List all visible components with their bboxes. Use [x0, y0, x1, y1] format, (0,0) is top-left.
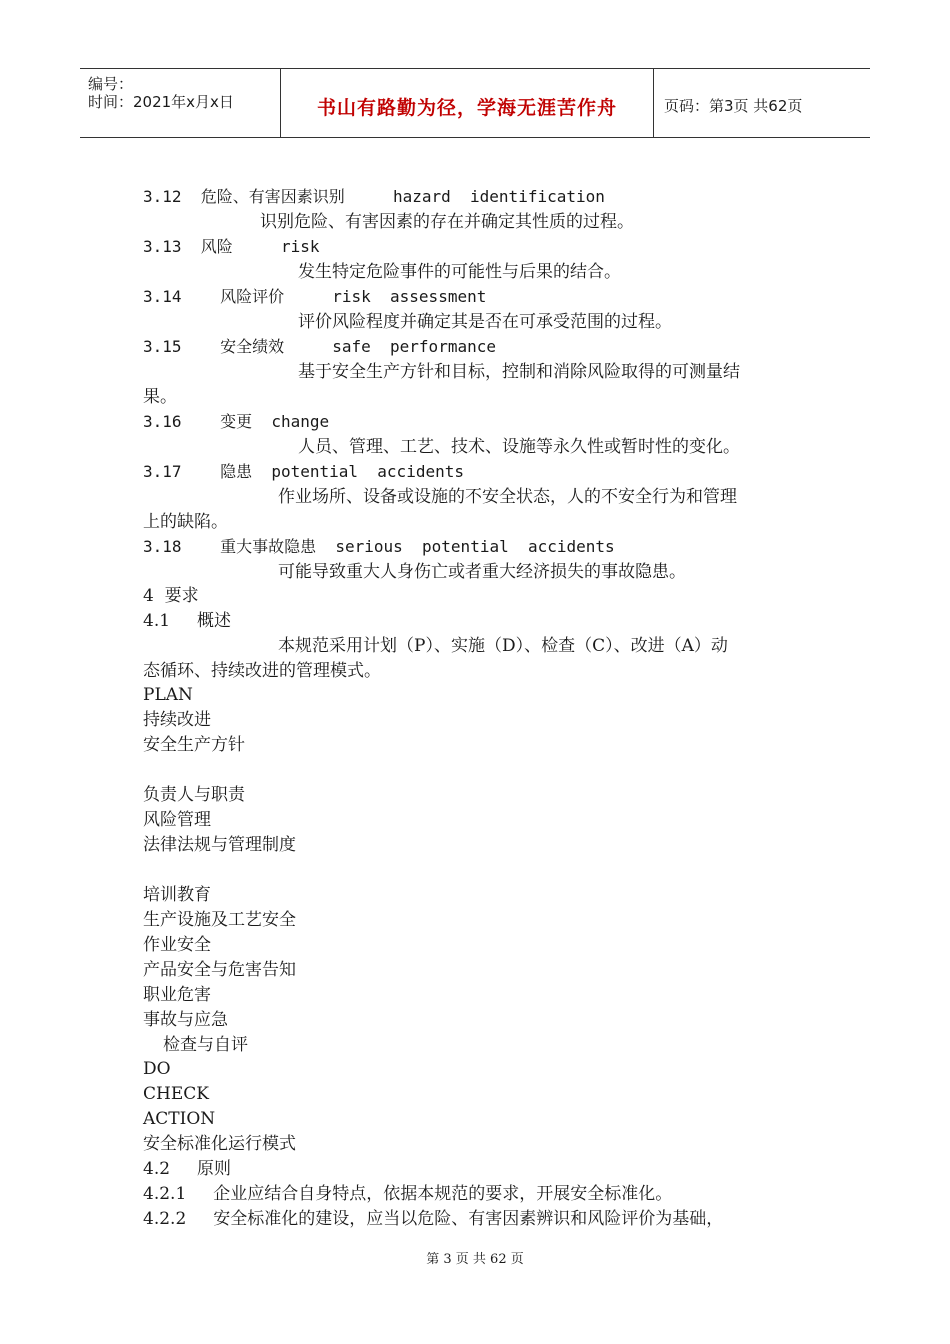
definition-3-15: 基于安全生产方针和目标，控制和消除风险取得的可测量结 [298, 362, 740, 382]
definition-3-12: 识别危险、有害因素的存在并确定其性质的过程。 [260, 212, 634, 232]
section-4-heading: 4 要求 [143, 586, 199, 606]
definition-3-17-cont: 上的缺陷。 [143, 512, 228, 532]
term-3-16: 3.16 变更 change [143, 412, 330, 431]
term-3-13: 3.13 风险 risk [143, 237, 320, 256]
diagram-label-risk-management: 风险管理 [143, 810, 211, 830]
diagram-label-laws: 法律法规与管理制度 [143, 835, 296, 855]
page-footer: 第 3 页 共 62 页 [426, 1252, 524, 1267]
header-meta-cell [80, 69, 281, 137]
definition-3-17: 作业场所、设备或设施的不安全状态，人的不安全行为和管理 [278, 487, 737, 507]
paragraph-4-1: 本规范采用计划（P）、实施（D）、检查（C）、改进（A）动 [278, 636, 728, 656]
section-4-1-heading: 4.1 概述 [143, 611, 232, 631]
header-motto-cell [281, 69, 654, 137]
header-page-cell [654, 69, 870, 137]
diagram-label-facility-safety: 生产设施及工艺安全 [143, 910, 296, 930]
clause-4-2-2: 4.2.2 安全标准化的建设，应当以危险、有害因素辨识和风险评价为基础， [143, 1209, 724, 1229]
diagram-label-do: DO [143, 1059, 171, 1079]
page-header-table [80, 68, 870, 138]
diagram-label-occupational-hazard: 职业危害 [143, 985, 211, 1005]
definition-3-18: 可能导致重大人身伤亡或者重大经济损失的事故隐患。 [278, 562, 686, 582]
diagram-label-training: 培训教育 [143, 885, 211, 905]
definition-3-14: 评价风险程度并确定其是否在可承受范围的过程。 [298, 312, 672, 332]
header-motto: 书山有路勤为径，学海无涯苦作舟 [316, 97, 617, 119]
document-date-label: 时间：2021年x月x日 [88, 93, 234, 111]
section-4-2-heading: 4.2 原则 [143, 1159, 232, 1179]
definition-3-13: 发生特定危险事件的可能性与后果的结合。 [298, 262, 621, 282]
diagram-label-work-safety: 作业安全 [143, 935, 211, 955]
term-3-15: 3.15 安全绩效 safe performance [143, 337, 496, 356]
diagram-label-continuous-improvement: 持续改进 [143, 710, 211, 730]
diagram-label-action: ACTION [143, 1109, 216, 1129]
header-page-number: 页码：第3页 共62页 [664, 97, 803, 115]
diagram-label-check: CHECK [143, 1084, 209, 1104]
term-3-12: 3.12 危险、有害因素识别 hazard identification [143, 187, 605, 206]
term-3-18: 3.18 重大事故隐患 serious potential accidents [143, 537, 615, 556]
term-3-17: 3.17 隐患 potential accidents [143, 462, 464, 481]
diagram-caption: 安全标准化运行模式 [143, 1134, 296, 1154]
diagram-label-inspection: 检查与自评 [163, 1035, 248, 1055]
clause-4-2-1: 4.2.1 企业应结合自身特点，依据本规范的要求，开展安全标准化。 [143, 1184, 673, 1204]
paragraph-4-1-cont: 态循环、持续改进的管理模式。 [143, 661, 381, 681]
diagram-label-accident-emergency: 事故与应急 [143, 1010, 228, 1030]
diagram-label-product-safety: 产品安全与危害告知 [143, 960, 296, 980]
definition-3-15-cont: 果。 [143, 387, 177, 407]
document-number-label: 编号： [88, 75, 134, 93]
diagram-label-responsibility: 负责人与职责 [143, 785, 245, 805]
term-3-14: 3.14 风险评价 risk assessment [143, 287, 487, 306]
diagram-label-plan: PLAN [143, 685, 193, 705]
diagram-label-safety-policy: 安全生产方针 [143, 735, 245, 755]
definition-3-16: 人员、管理、工艺、技术、设施等永久性或暂时性的变化。 [298, 437, 740, 457]
